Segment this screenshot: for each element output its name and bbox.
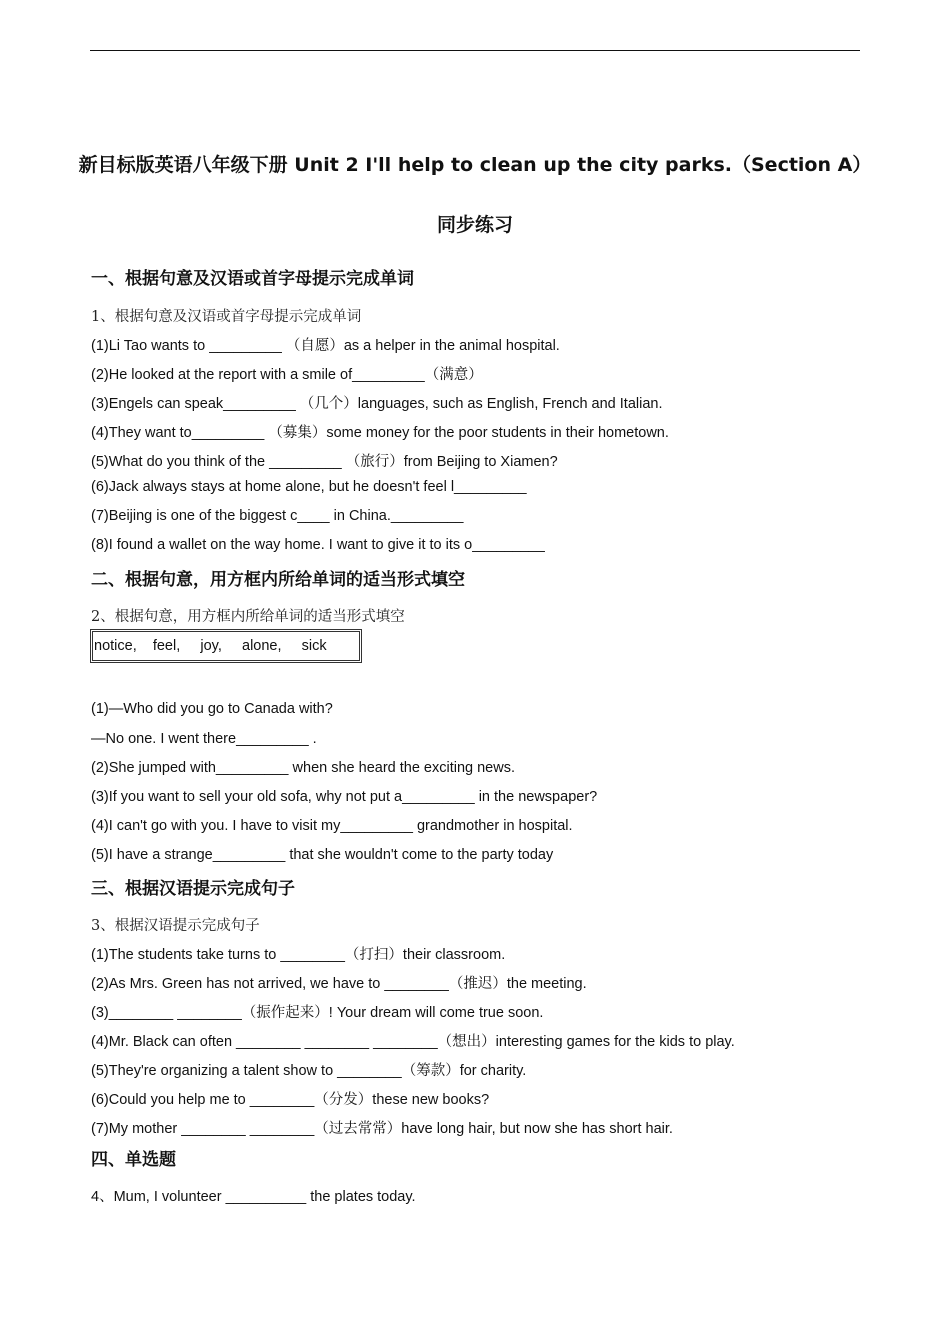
section-1-item: (1)Li Tao wants to _________ （自愿）as a helper in the animal hospital.: [91, 338, 560, 354]
section-1-heading: 一、根据句意及汉语或首字母提示完成单词: [91, 269, 414, 289]
section-2-heading: 二、根据句意，用方框内所给单词的适当形式填空: [91, 570, 465, 590]
document-subtitle: 同步练习: [436, 214, 513, 236]
section-1-item: (6)Jack always stays at home alone, but he doesn't feel l_________: [91, 479, 527, 495]
section-3-subheading: 3、根据汉语提示完成句子: [91, 918, 260, 934]
section-3-item: (1)The students take turns to ________（打扫）their classroom.: [91, 947, 506, 963]
word-bank-box: notice, feel, joy, alone, sick: [90, 629, 362, 663]
document-title: 新目标版英语八年级下册 Unit 2 I'll help to clean up the city parks.（Section A）: [78, 154, 872, 176]
section-2-subheading: 2、根据句意，用方框内所给单词的适当形式填空: [91, 609, 405, 625]
section-3-heading: 三、根据汉语提示完成句子: [91, 879, 295, 899]
section-1-item: (4)They want to_________ （募集）some money for the poor students in their hometown.: [91, 425, 669, 441]
section-1-item: (3)Engels can speak_________ （几个）languages, such as English, French and Italian.: [91, 396, 663, 412]
section-1-item: (7)Beijing is one of the biggest c____ in China._________: [91, 508, 464, 524]
section-2-item: (4)I can't go with you. I have to visit my_________ grandmother in hospital.: [91, 818, 573, 834]
header-rule: [90, 50, 860, 51]
section-1-item: (8)I found a wallet on the way home. I want to give it to its o_________: [91, 537, 545, 553]
section-3-item: (6)Could you help me to ________（分发）these new books?: [91, 1092, 490, 1108]
section-3-item: (3)________ ________（振作起来）! Your dream will come true soon.: [91, 1005, 544, 1021]
section-2-item: —No one. I went there_________ .: [91, 731, 317, 747]
section-1-item: (2)He looked at the report with a smile of_________（满意）: [91, 367, 483, 383]
section-3-item: (4)Mr. Black can often ________ ________ ________（想出）interesting games for the kids to play.: [91, 1034, 735, 1050]
section-3-item: (7)My mother ________ ________（过去常常）have long hair, but now she has short hair.: [91, 1121, 673, 1137]
section-1-item: (5)What do you think of the _________ （旅行）from Beijing to Xiamen?: [91, 454, 558, 470]
section-2-item: (2)She jumped with_________ when she heard the exciting news.: [91, 760, 515, 776]
section-3-item: (5)They're organizing a talent show to ________（筹款）for charity.: [91, 1063, 527, 1079]
section-1-subheading: 1、根据句意及汉语或首字母提示完成单词: [91, 309, 362, 325]
section-2-item: (1)—Who did you go to Canada with?: [91, 701, 333, 717]
section-2-item: (3)If you want to sell your old sofa, why not put a_________ in the newspaper?: [91, 789, 598, 805]
section-2-item: (5)I have a strange_________ that she wouldn't come to the party today: [91, 847, 554, 863]
section-4-item: 4、Mum, I volunteer __________ the plates today.: [91, 1189, 416, 1205]
section-4-heading: 四、单选题: [91, 1150, 176, 1170]
section-3-item: (2)As Mrs. Green has not arrived, we have to ________（推迟）the meeting.: [91, 976, 587, 992]
